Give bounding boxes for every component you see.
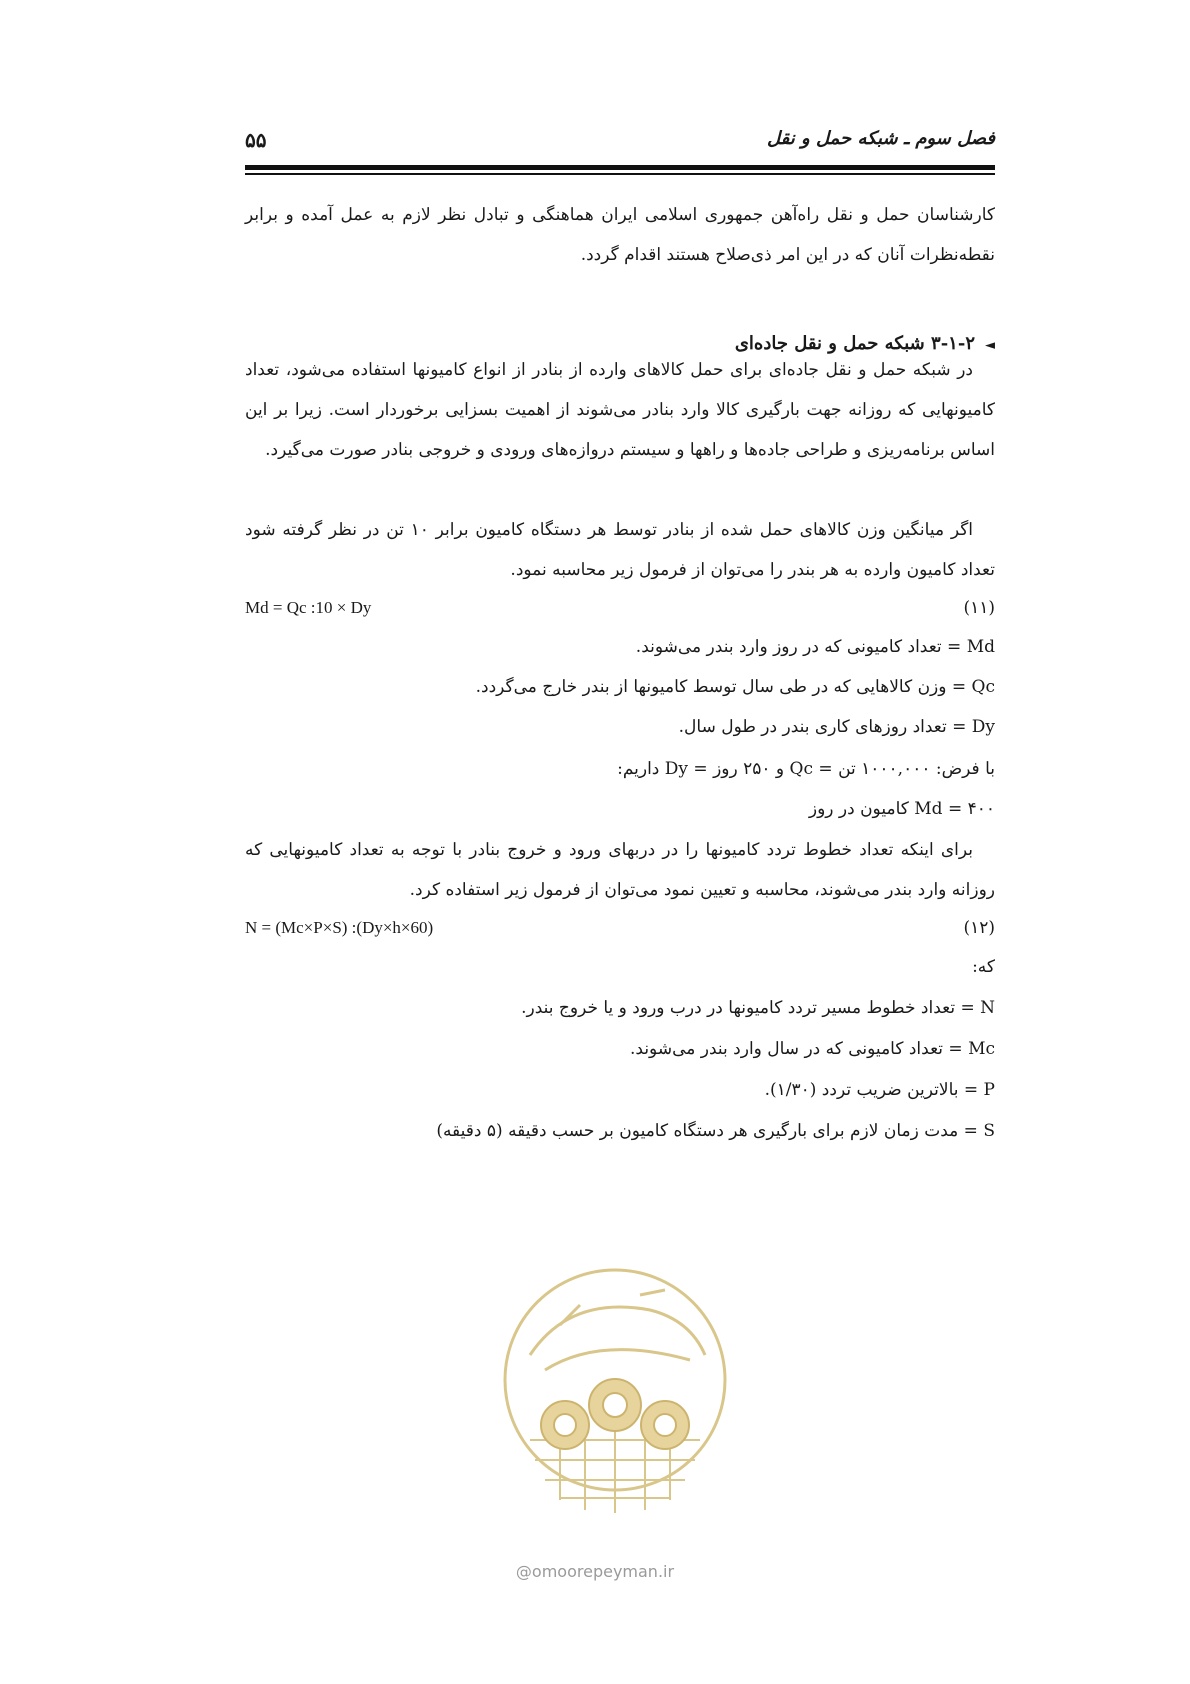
section-paragraph-3: برای اینکه تعداد خطوط تردد کامیونها را در دربهای ورود و خروج بنادر با توجه به تعداد کامیونهایی که روزانه وارد بندر می‌شوند، محاسبه و تعیین نمود می‌توان از فرمول زیر استفاده کرد.	[245, 840, 995, 900]
where-label: که:	[972, 957, 995, 977]
header-rule-thin	[245, 173, 995, 175]
formula-12	[245, 918, 995, 948]
watermark-logo	[490, 1255, 740, 1535]
formula-equation: N = (Mc×P×S) :(Dy×h×60)	[245, 918, 434, 937]
section-heading: ◄۳-۱-۲ شبکه حمل و نقل جاده‌ای	[734, 333, 995, 354]
intro-paragraph: کارشناسان حمل و نقل راه‌آهن جمهوری اسلامی ایران هماهنگی و تبادل نظر لازم به عمل آمده و برابر نقطه‌نظرات آنان که در این امر ذی‌صلاح هستند اقدام گردد.	[245, 205, 995, 265]
assumption-line: با فرض: ۱۰۰۰,۰۰۰ تن = Qc و ۲۵۰ روز = Dy داریم:	[617, 759, 995, 779]
definition-qc: Qc = وزن کالاهایی که در طی سال توسط کامیونها از بندر خارج می‌گردد.	[475, 677, 995, 697]
formula-number: (۱۱)	[963, 598, 995, 618]
definition-s: S = مدت زمان لازم برای بارگیری هر دستگاه کامیون بر حسب دقیقه (۵ دقیقه)	[436, 1121, 995, 1141]
definition-mc: Mc = تعداد کامیونی که در سال وارد بندر می‌شوند.	[630, 1039, 995, 1059]
formula-number: (۱۲)	[963, 918, 995, 938]
chapter-title: فصل سوم ـ شبکه حمل و نقل	[767, 128, 995, 149]
formula-equation: Md = Qc :10 × Dy	[245, 598, 372, 617]
page-number: ۵۵	[245, 128, 267, 152]
result-line: Md = ۴۰۰ کامیون در روز	[808, 799, 995, 819]
definition-dy: Dy = تعداد روزهای کاری بندر در طول سال.	[678, 717, 995, 737]
formula-11	[245, 598, 995, 628]
watermark-url: @omoorepeyman.ir	[515, 1562, 675, 1581]
header-rule-thick	[245, 165, 995, 170]
section-paragraph-2: اگر میانگین وزن کالاهای حمل شده از بنادر توسط هر دستگاه کامیون برابر ۱۰ تن در نظر گرفته شود تعداد کامیون وارده به هر بندر را می‌توان از فرمول زیر محاسبه نمود.	[245, 520, 995, 580]
triangle-bullet-icon: ◄	[985, 338, 995, 353]
definition-md: Md = تعداد کامیونی که در روز وارد بندر می‌شوند.	[635, 637, 995, 657]
definition-p: P = بالاترین ضریب تردد (۱/۳۰).	[764, 1080, 995, 1100]
section-paragraph-1: در شبکه حمل و نقل جاده‌ای برای حمل کالاهای وارده از بنادر از انواع کامیونها استفاده می‌شود، تعداد کامیونهایی که روزانه جهت بارگیری کالا وارد بنادر می‌شوند از اهمیت بسزایی برخوردار است. زیرا بر این اساس برنامه‌ریزی و طراحی جاده‌ها و راهها و سیستم دروازه‌های ورودی و خروجی بنادر صورت می‌گیرد.	[245, 360, 995, 460]
definition-n: N = تعداد خطوط مسیر تردد کامیونها در درب ورود و یا خروج بندر.	[521, 998, 995, 1018]
